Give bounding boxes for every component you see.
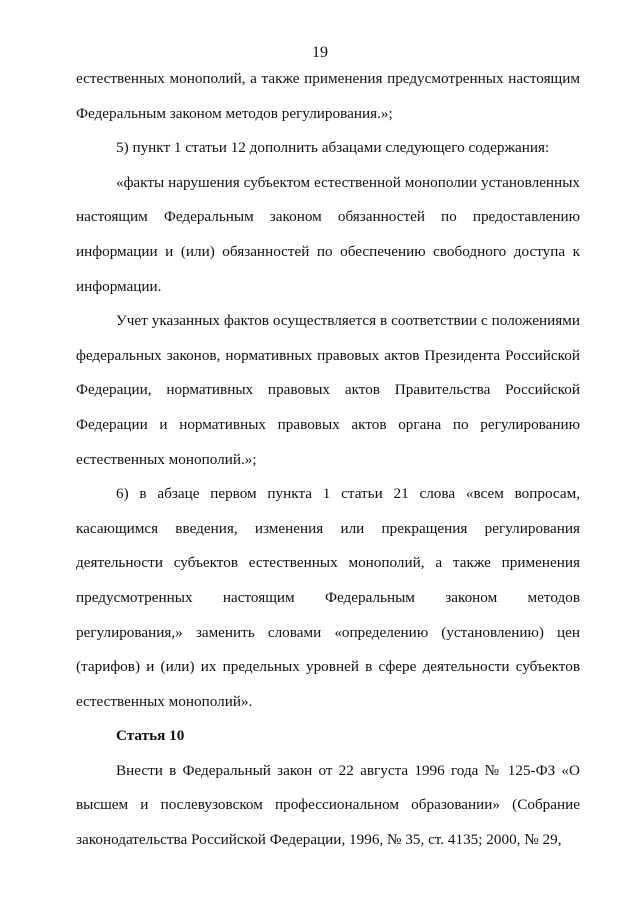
page-number: 19 — [312, 44, 328, 61]
paragraph-item-6: 6) в абзаце первом пункта 1 статьи 21 слова «всем вопросам, касающимся введения, изменения или прекращения регулирования деятельности субъектов естественных монополий, а также применения предусмотренных настоящим Федеральным законом методов регулирования,» заменить словами «определению (установлению) цен (тарифов) и (или) их предельных уровней в сфере деятельности субъектов естественных монополий». — [76, 485, 580, 710]
paragraph-accounting: Учет указанных фактов осуществляется в соответствии с положениями федеральных законов, нормативных правовых актов Президента Российской Федерации, нормативных правовых актов Правительства Российской Федерации и нормативных правовых актов органа по регулированию естественных монополий.»; — [76, 312, 580, 468]
paragraph-continuation: естественных монополий, а также применения предусмотренных настоящим Федеральным законом методов регулирования.»; — [76, 70, 580, 122]
article-heading: Статья 10 — [116, 727, 185, 745]
paragraph-quoted-facts: «факты нарушения субъектом естественной монополии установленных настоящим Федеральным законом обязанностей по предоставлению информации и (или) обязанностей по обеспечению свободного доступа к информации. — [76, 173, 580, 295]
paragraph-item-5: 5) пункт 1 статьи 12 дополнить абзацами следующего содержания: — [116, 139, 550, 157]
paragraph-amendment-intro: Внести в Федеральный закон от 22 августа 1996 года № 125-ФЗ «О высшем и послевузовском профессиональном образовании» (Собрание законодательства Российской Федерации, 1996, № 35, ст. 4135; 2000, № 29, — [76, 761, 580, 849]
document-body — [76, 62, 580, 858]
